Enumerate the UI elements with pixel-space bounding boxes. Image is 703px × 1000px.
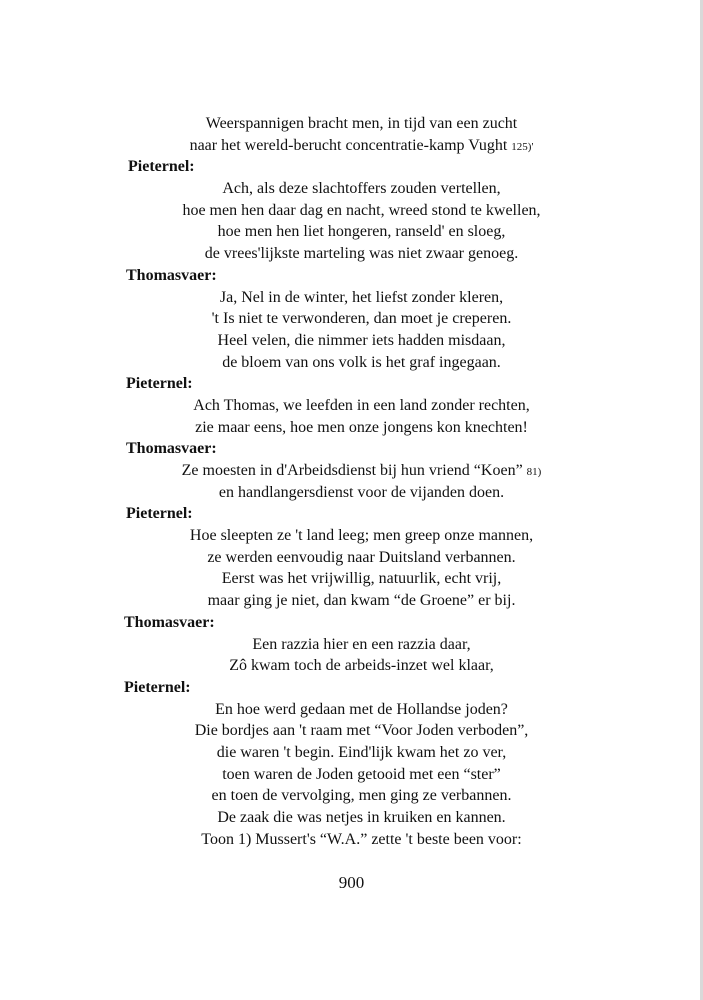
verse-line: en handlangersdienst voor de vijanden doen. [218, 483, 505, 501]
verse-line: En hoe werd gedaan met de Hollandse joden? [215, 700, 508, 718]
footnote-reference: 125)' [511, 140, 534, 153]
speaker-label: Thomasvaer: [126, 266, 217, 284]
footnote-reference: 81) [526, 466, 542, 478]
speaker-label: Pieternel: [126, 375, 193, 393]
verse-line: 't Is niet te verwonderen, dan moet je creperen. [211, 310, 512, 328]
speaker-label: Thomasvaer: [124, 613, 215, 631]
verse-line: die waren 't begin. Eind'lijk kwam het zo ver, [216, 743, 507, 761]
verse-line: zie maar eens, hoe men onze jongens kon knechten! [195, 418, 528, 436]
poem-text [0, 113, 703, 850]
page-number: 900 [338, 873, 365, 892]
verse-line: maar ging je niet, dan kwam “de Groene” er bij. [207, 592, 516, 610]
verse-line: ze werden eenvoudig naar Duitsland verbannen. [207, 548, 516, 566]
verse-line: hoe men hen liet hongeren, ranseld' en sloeg, [217, 223, 506, 241]
verse-line: Een razzia hier en een razzia daar, [252, 635, 471, 653]
verse-line-text: Ze moesten in d'Arbeidsdienst bij hun vriend “Koen” [181, 462, 523, 479]
verse-line: Ja, Nel in de winter, het liefst zonder kleren, [219, 288, 504, 306]
verse-line-text: naar het wereld-berucht concentratie-kamp Vught [189, 136, 508, 154]
verse-line: de vrees'lijkste marteling was niet zwaar genoeg. [204, 245, 519, 263]
speaker-label: Thomasvaer: [126, 440, 217, 458]
verse-line: Die bordjes aan 't raam met “Voor Joden verboden”, [194, 722, 529, 740]
verse-line: Toon 1) Mussert's “W.A.” zette 't beste been voor: [201, 830, 522, 848]
speaker-label: Pieternel: [126, 505, 193, 523]
verse-line: Ach Thomas, we leefden in een land zonder rechten, [193, 396, 530, 414]
verse-line: toen waren de Joden getooid met een “ster” [222, 765, 501, 783]
verse-line: Heel velen, die nimmer iets hadden misdaan, [217, 331, 506, 349]
speaker-label: Pieternel: [128, 158, 195, 176]
verse-line [0, 460, 703, 482]
verse-line: De zaak die was netjes in kruiken en kannen. [217, 809, 506, 826]
verse-line: Eerst was het vrijwillig, natuurlik, echt vrij, [221, 570, 502, 588]
verse-line [0, 135, 703, 157]
verse-line: de bloem van ons volk is het graf ingegaan. [222, 353, 501, 371]
verse-line: en toen de vervolging, men ging ze verbannen. [211, 787, 512, 805]
verse-line: Zô kwam toch de arbeids-inzet wel klaar, [229, 657, 494, 675]
speaker-label: Pieternel: [124, 678, 191, 696]
verse-line: Hoe sleepten ze 't land leeg; men greep onze mannen, [189, 527, 534, 545]
verse-line: hoe men hen daar dag en nacht, wreed stond te kwellen, [182, 201, 541, 219]
verse-line: Weerspannigen bracht men, in tijd van een zucht [205, 115, 518, 132]
verse-line: Ach, als deze slachtoffers zouden vertellen, [222, 180, 501, 198]
